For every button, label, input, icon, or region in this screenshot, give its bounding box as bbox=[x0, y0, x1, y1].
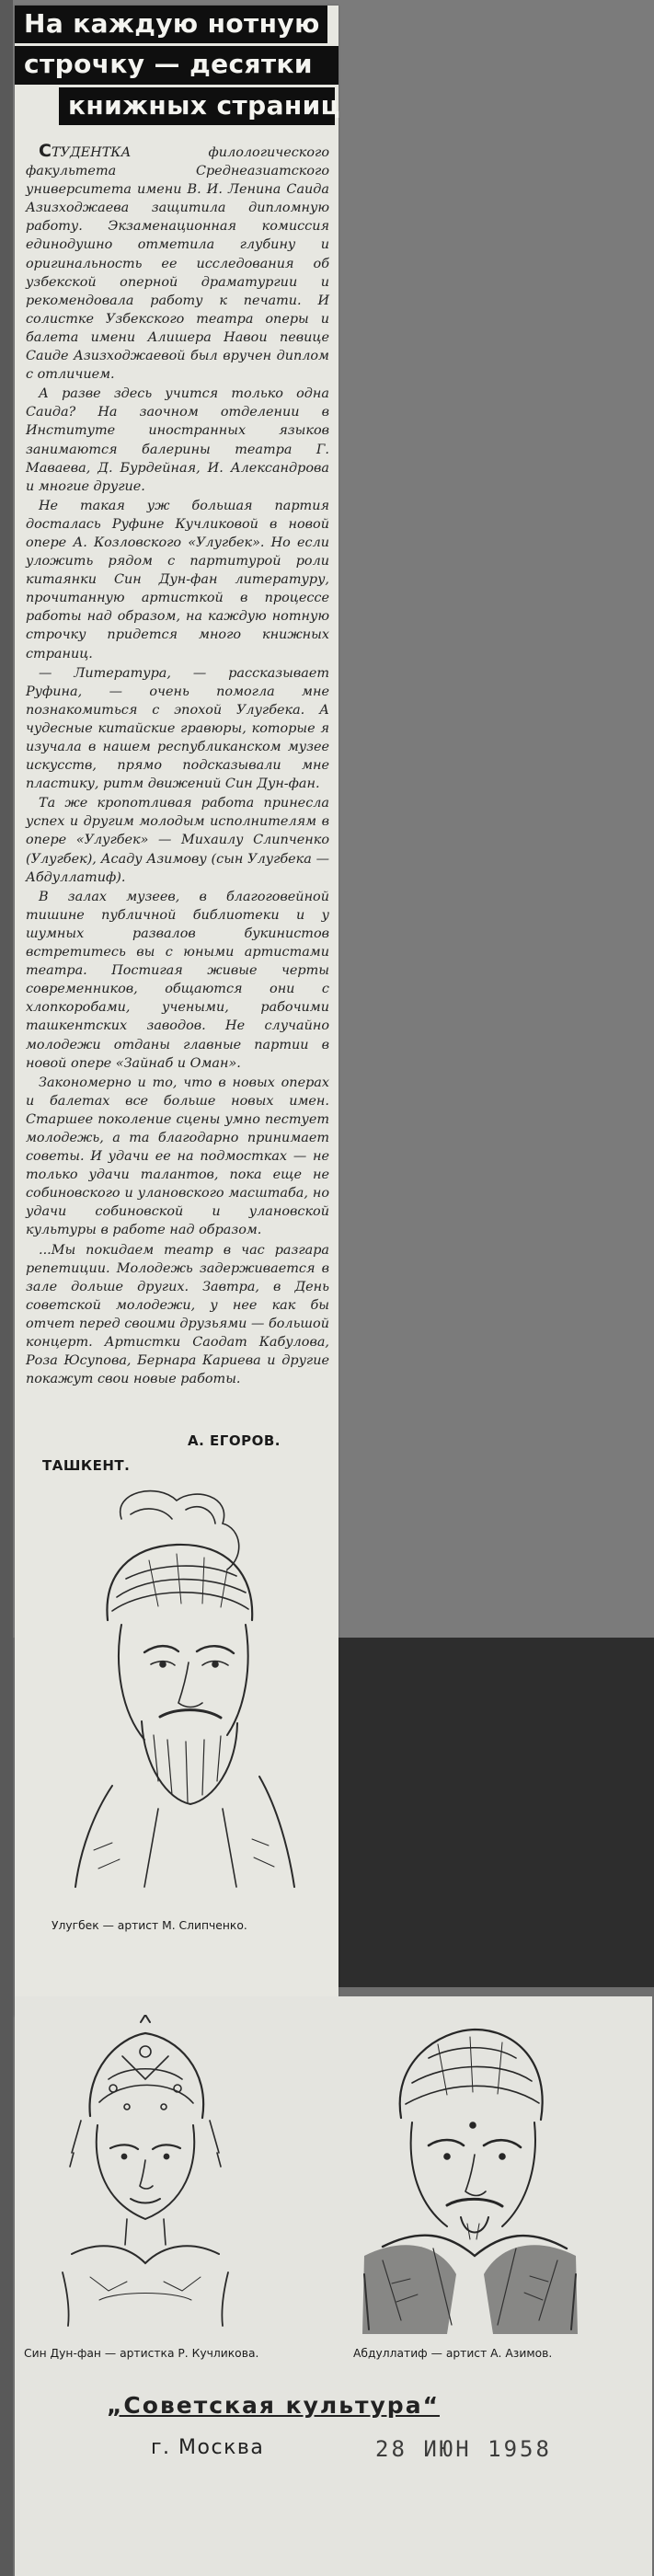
newspaper-city: г. Москва bbox=[151, 2436, 265, 2459]
article-paragraph: В залах музеев, в благоговейной тишине публичной библиотеки и у шумных развалов букинистов встретитесь вы с юными артистами театра. Постигая живые черты современников, общаются они с хлопкоробами, учеными, рабочими ташкентских заводов. Не случайно молодежи отданы главные партии в новой опере «Зайнаб и Оман». bbox=[26, 889, 329, 1071]
abdullatif-portrait bbox=[346, 2007, 594, 2334]
dateline-place: ТАШКЕНТ. bbox=[42, 1457, 131, 1474]
abdullatif-caption: Абдуллатиф — артист А. Азимов. bbox=[353, 2347, 553, 2360]
article-paragraph: Закономерно и то, что в новых операх и балетах все больше новых имен. Старшее поколение сцены умно пестует молодежь, а та благодарно принимает советы. И удачи ее на подмостках — не только удачи талантов, пока еще не собиновского и улановского масштаба, но удачи собиновской и улановской культуры в работе над образом. bbox=[26, 1075, 329, 1238]
article-body bbox=[26, 142, 329, 1389]
article-paragraph: — Литература, — рассказывает Руфина, — очень помогла мне познакомиться с эпохой Улугбека. А чудесные китайские гравюры, которые я изучала в нашем республиканском музее искусств, прямо подсказывали мне пластику, ритм движений Син Дун-фан. bbox=[26, 665, 329, 792]
date-stamp: 28 ИЮН 1958 bbox=[375, 2436, 552, 2462]
article-paragraph: Та же кропотливая работа принесла успех и другим молодым исполнителям в опере «Улугбек» — Михаилу Слипченко (Улугбек), Асаду Азимову (сын Улугбека — Абдуллатиф). bbox=[26, 796, 329, 885]
sin-dunfan-portrait bbox=[35, 2015, 256, 2328]
author-signature: А. ЕГОРОВ. bbox=[188, 1432, 281, 1449]
headline-line-2: строчку — десятки bbox=[15, 46, 338, 84]
article-paragraph: ...Мы покидаем театр в час разгара репетиции. Молодежь задерживается в зале дольше других. Завтра, в День советской молодежи, у нее как бы отчет перед своими друзьями — большой концерт. Артистки Саодат Кабулова, Роза Юсупова, Бернара Кариева и другие покажут свои новые работы. bbox=[26, 1242, 329, 1387]
newspaper-clipping bbox=[15, 6, 338, 2017]
headline bbox=[15, 6, 338, 128]
article-paragraph: Не такая уж большая партия досталась Руфине Кучликовой в новой опере А. Козловского «Улугбек». Но если уложить рядом с партитурой роли китаянки Син Дун-фан литературу, прочитанную артисткой в процессе работы над образом, на каждую нотную строчку придется много книжных страниц. bbox=[26, 498, 329, 661]
ulugbek-caption: Улугбек — артист М. Слипченко. bbox=[52, 1919, 247, 1932]
ulugbek-portrait bbox=[57, 1482, 305, 1896]
sin-dunfan-caption: Син Дун-фан — артистка Р. Кучликова. bbox=[24, 2347, 259, 2360]
headline-line-3: книжных страниц bbox=[59, 87, 335, 125]
scan-edge bbox=[0, 0, 13, 2576]
newspaper-source: „Советская культура“ bbox=[107, 2392, 440, 2419]
article-paragraph: А разве здесь учится только одна Саида? На заочном отделении в Институте иностранных языков занимаются балерины театра Г. Маваева, Д. Бурдейная, И. Александрова и многие другие. bbox=[26, 386, 329, 494]
scan-backdrop-dark bbox=[331, 1638, 654, 1987]
headline-line-1: На каждую нотную bbox=[15, 6, 327, 43]
article-paragraph: СТУДЕНТКА филологического факультета Среднеазиатского университета имени В. И. Ленина Саида Азизходжаева защитила дипломную работу. Экзаменационная комиссия единодушно отметила глубину и оригинальность ее исследования об узбекской оперной драматургии и рекомендовала работу к печати. И солистке Узбекского театра оперы и балета имени Алишера Навои певице Саиде Азизходжаевой был вручен диплом с отличием. bbox=[26, 141, 329, 383]
newspaper-clipping-lower bbox=[15, 1996, 652, 2576]
